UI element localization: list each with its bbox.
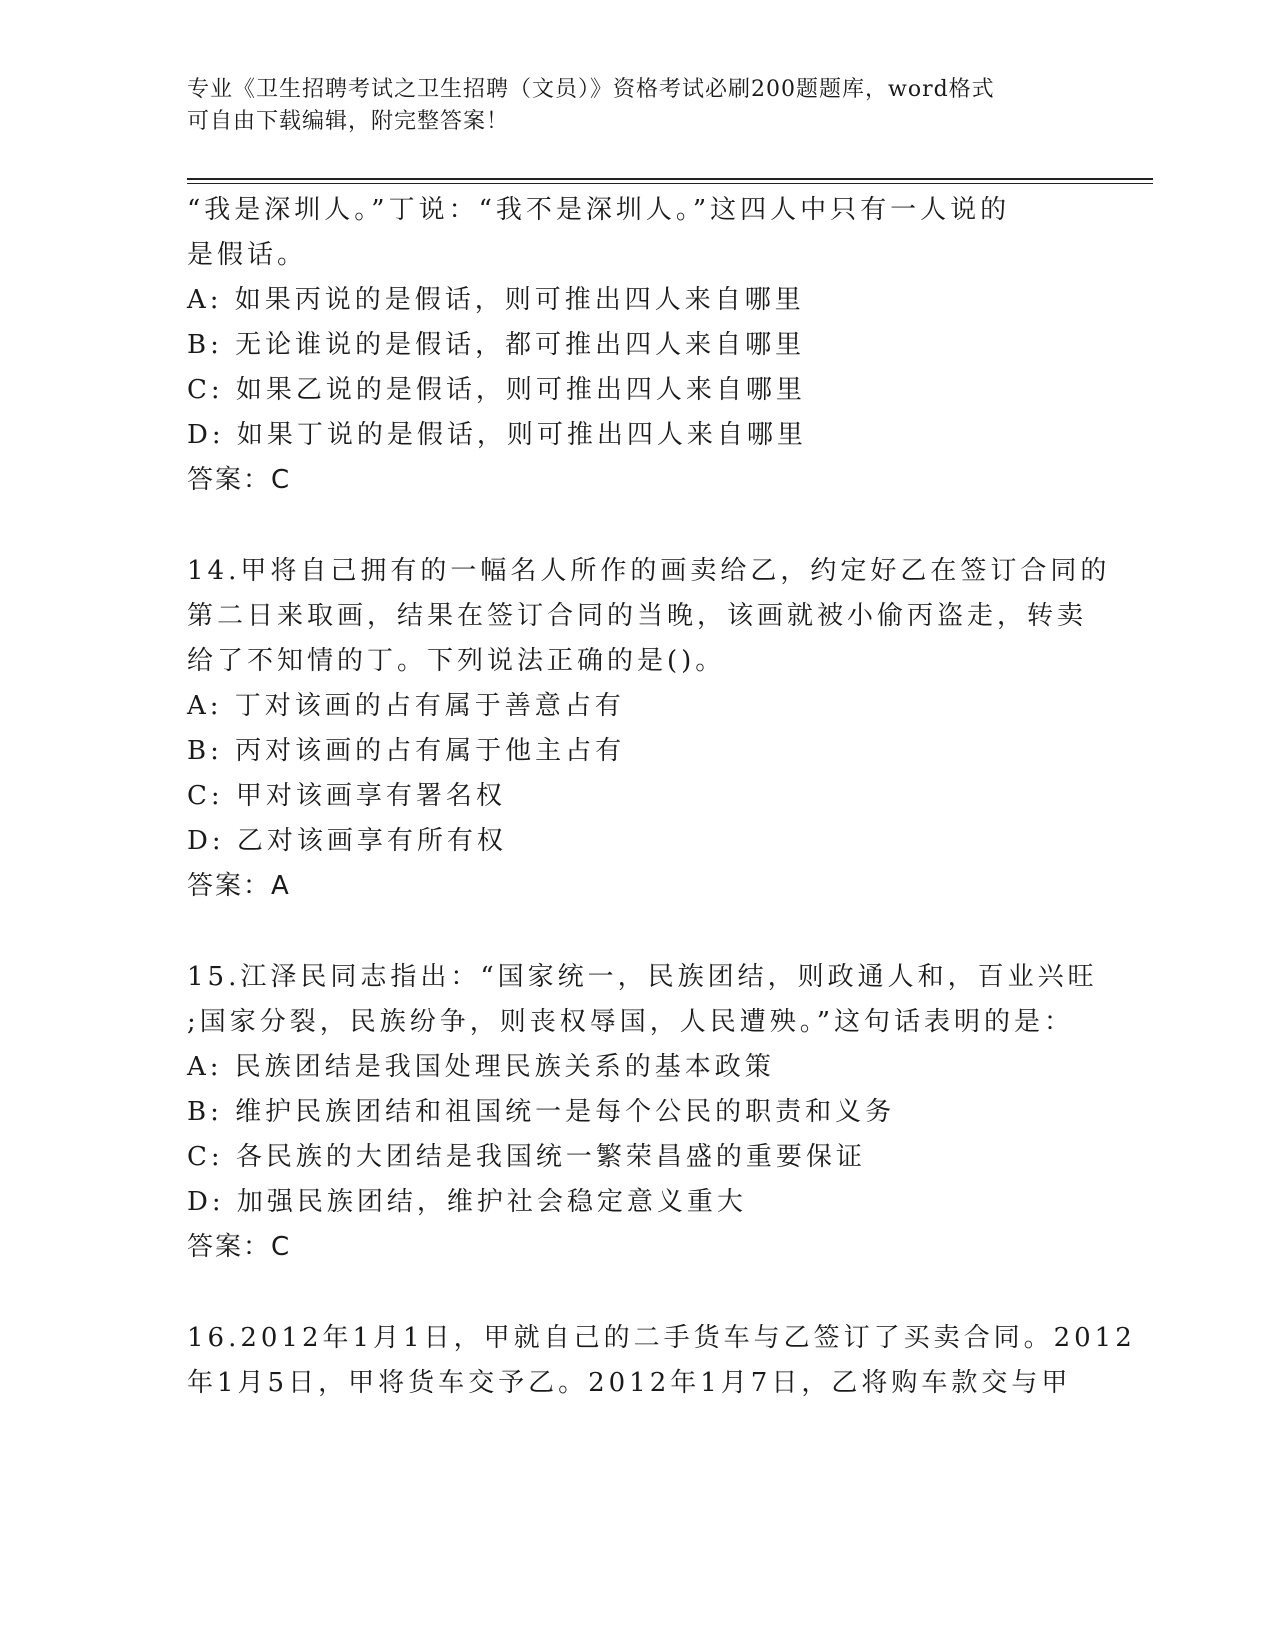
question-spacer <box>187 1270 1087 1316</box>
option-d: D: 乙对该画享有所有权 <box>187 826 507 856</box>
option-a: A: 如果丙说的是假话，则可推出四人来自哪里 <box>187 285 805 315</box>
option-b: B: 无论谁说的是假话，都可推出四人来自哪里 <box>187 330 806 360</box>
question-14 <box>187 549 1111 909</box>
page-header <box>187 74 1067 138</box>
question-stem-line: 给了不知情的丁。下列说法正确的是()。 <box>187 646 726 676</box>
question-stem-line: 16.2012年1月1日，甲就自己的二手货车与乙签订了买卖合同。2012 <box>187 1323 1136 1353</box>
question-13 <box>187 188 1087 503</box>
question-spacer <box>187 909 1087 955</box>
option-b: B: 维护民族团结和祖国统一是每个公民的职责和义务 <box>187 1097 896 1127</box>
question-stem-line: 是假话。 <box>187 240 308 270</box>
header-line-1: 专业《卫生招聘考试之卫生招聘（文员）》资格考试必刷200题题库，word格式 <box>187 77 995 102</box>
header-rule-thick <box>187 178 1153 180</box>
option-a: A: 民族团结是我国处理民族关系的基本政策 <box>187 1052 775 1082</box>
option-b: B: 丙对该画的占有属于他主占有 <box>187 736 626 766</box>
header-rule-thin <box>187 183 1153 184</box>
option-c: C: 甲对该画享有署名权 <box>187 781 506 811</box>
option-a: A: 丁对该画的占有属于善意占有 <box>187 691 625 721</box>
option-d: D: 加强民族团结，维护社会稳定意义重大 <box>187 1187 747 1217</box>
answer-label: 答案：A <box>187 871 291 901</box>
option-d: D: 如果丁说的是假话，则可推出四人来自哪里 <box>187 420 807 450</box>
answer-label: 答案：C <box>187 1232 292 1262</box>
question-content <box>187 188 1136 1406</box>
question-stem-line: 15.江泽民同志指出：“国家统一，民族团结，则政通人和，百业兴旺 <box>187 962 1098 992</box>
question-stem-line: 年1月5日，甲将货车交予乙。2012年1月7日，乙将购车款交与甲 <box>187 1368 1072 1398</box>
question-stem-line: “我是深圳人。”丁说：“我不是深圳人。”这四人中只有一人说的 <box>187 195 1011 225</box>
option-c: C: 各民族的大团结是我国统一繁荣昌盛的重要保证 <box>187 1142 866 1172</box>
question-spacer <box>187 503 1087 549</box>
question-15 <box>187 955 1098 1270</box>
question-stem-line: ;国家分裂，民族纷争，则丧权辱国，人民遭殃。”这句话表明的是： <box>187 1007 1075 1037</box>
question-stem-line: 第二日来取画，结果在签订合同的当晚，该画就被小偷丙盗走，转卖 <box>187 601 1088 631</box>
question-16 <box>187 1316 1136 1406</box>
header-line-2: 可自由下载编辑，附完整答案！ <box>187 109 510 134</box>
answer-label: 答案：C <box>187 465 292 495</box>
question-stem-line: 14.甲将自己拥有的一幅名人所作的画卖给乙，约定好乙在签订合同的 <box>187 556 1111 586</box>
option-c: C: 如果乙说的是假话，则可推出四人来自哪里 <box>187 375 806 405</box>
